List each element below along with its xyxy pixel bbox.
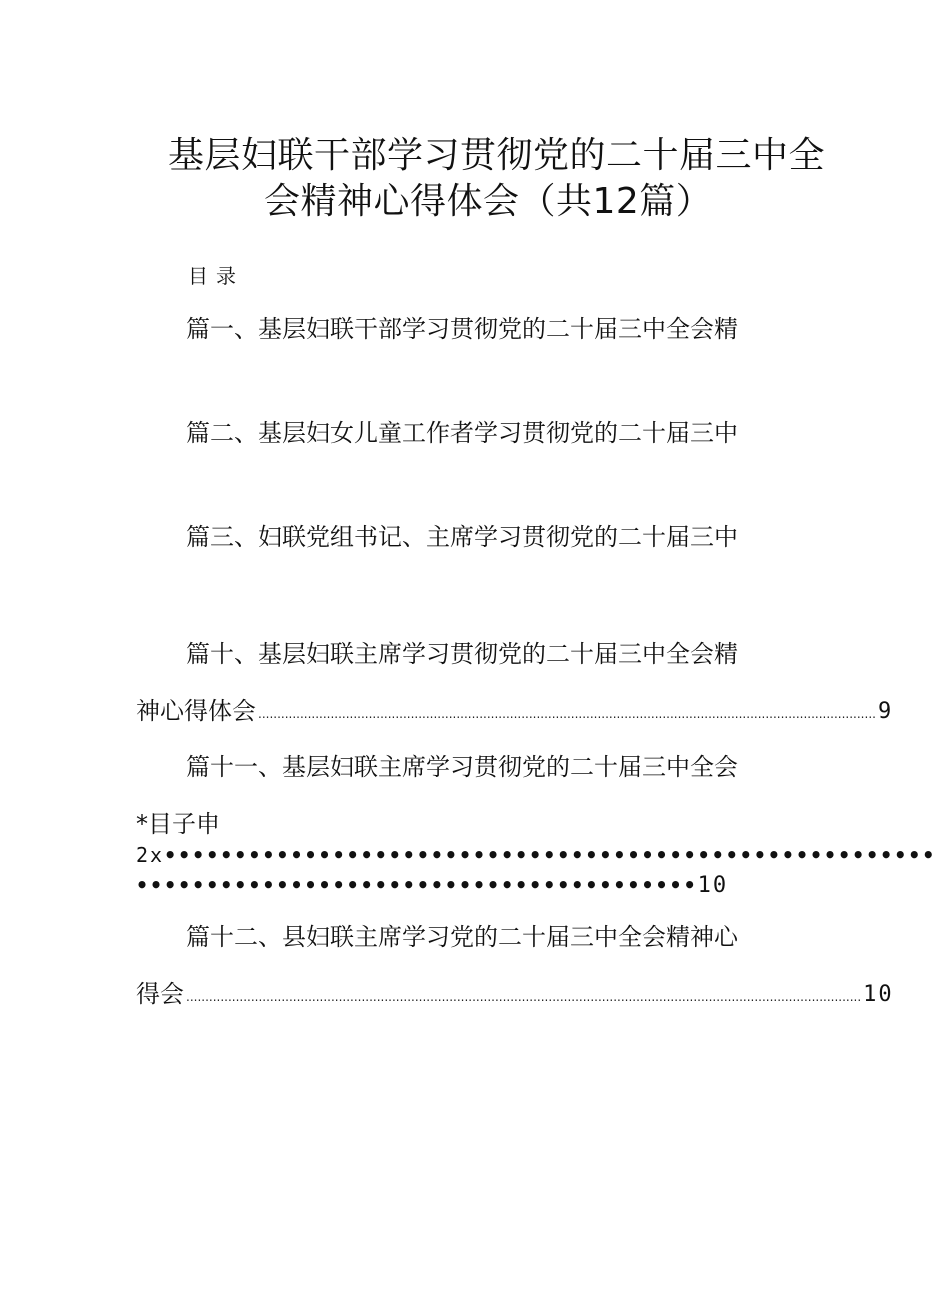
document-title-line-2: 会精神心得体会（共12篇） bbox=[264, 181, 713, 222]
bullet-leader-line-1: 2x••••••••••••••••••••••••••••••••••••••••••••••••••••••• bbox=[136, 843, 936, 867]
toc-entry-11[interactable]: 篇十一、基层妇联主席学习贯彻党的二十届三中全会 bbox=[186, 753, 738, 781]
dot-leader: ................................................................................................................................................................................. bbox=[186, 990, 862, 1004]
toc-entry-10-page-number: 9 bbox=[877, 699, 894, 724]
bullet-dots: •••••••••••••••••••••••••••••••••••••••• bbox=[136, 873, 698, 897]
dot-leader: .................................................................................................................................................................. bbox=[258, 707, 876, 721]
toc-entry-11-page-number: 10 bbox=[697, 873, 729, 898]
bullet-dots: ••••••••••••••••••••••••••••••••••••••••••••••••••••••• bbox=[164, 843, 936, 867]
bullet-leader-line-2 bbox=[136, 872, 728, 900]
toc-entry-12-continuation-text: 得会 bbox=[136, 980, 184, 1008]
document-title-line-1: 基层妇联干部学习贯彻党的二十届三中全 bbox=[168, 135, 826, 176]
toc-entry-2[interactable]: 篇二、基层妇女儿童工作者学习贯彻党的二十届三中 bbox=[186, 419, 738, 447]
toc-entry-12-continuation[interactable] bbox=[136, 979, 894, 1009]
toc-entry-10-continuation[interactable] bbox=[136, 696, 894, 726]
toc-entry-10-continuation-text: 神心得体会 bbox=[136, 697, 256, 725]
toc-entry-10[interactable]: 篇十、基层妇联主席学习贯彻党的二十届三中全会精 bbox=[186, 640, 738, 668]
toc-entry-12-page-number: 10 bbox=[863, 982, 894, 1007]
toc-entry-1[interactable]: 篇一、基层妇联干部学习贯彻党的二十届三中全会精 bbox=[186, 315, 738, 343]
toc-heading: 目录 bbox=[188, 264, 244, 288]
toc-entry-3[interactable]: 篇三、妇联党组书记、主席学习贯彻党的二十届三中 bbox=[186, 523, 738, 551]
toc-entry-11-continuation: *目子申 bbox=[136, 810, 220, 838]
toc-entry-12[interactable]: 篇十二、县妇联主席学习党的二十届三中全会精神心 bbox=[186, 923, 738, 951]
